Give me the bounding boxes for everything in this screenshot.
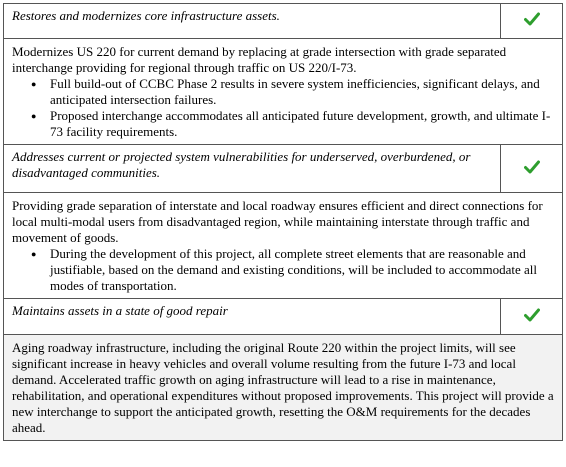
bullet-list (12, 76, 554, 140)
criterion-check-cell (501, 299, 563, 335)
bullet-item: ● Full build-out of CCBC Phase 2 results in severe system inefficiencies, significant delays, and anticipated intersection failures. (50, 76, 554, 108)
description-cell (4, 39, 563, 145)
description-text: Providing grade separation of interstate and local roadway ensures efficient and direct connections for local multi-modal users from disadvantaged region, while maintaining interstate through traffic and movement of goods. (12, 198, 543, 245)
bullet-item: ● During the development of this project, all complete street elements that are reasonable and justifiable, based on the demand and existing conditions, will be included to accommodate all modes of transportation. (50, 246, 554, 294)
criteria-table (3, 3, 563, 441)
check-icon (524, 12, 540, 26)
description-cell (4, 335, 563, 441)
bullet-item: ● Proposed interchange accommodates all anticipated future development, growth, and ultimate I-73 facility requirements. (50, 108, 554, 140)
criterion-row (4, 299, 563, 335)
description-cell (4, 193, 563, 299)
description-text: Aging roadway infrastructure, including the original Route 220 within the project limits, will see significant increase in heavy vehicles and overall volume resulting from the future I-73 and local demand. Accelerated traffic growth on aging infrastructure will lead to a rise in maintenance, rehabilitation, and operational expenditures without proposed improvements. This project will provide a new interchange to support the anticipated growth, resetting the O&M requirements for the decades ahead. (12, 340, 554, 435)
description-row (4, 193, 563, 299)
criterion-check-cell (501, 4, 563, 39)
bullet-list (12, 246, 554, 294)
criterion-text: Addresses current or projected system vulnerabilities for underserved, overburdened, or disadvantaged communities. (4, 145, 501, 193)
criterion-text: Maintains assets in a state of good repair (4, 299, 501, 335)
check-icon (524, 160, 540, 174)
description-row (4, 335, 563, 441)
criterion-row (4, 4, 563, 39)
criterion-row (4, 145, 563, 193)
description-row (4, 39, 563, 145)
description-text: Modernizes US 220 for current demand by replacing at grade intersection with grade separated interchange providing for regional through traffic on US 220/I-73. (12, 44, 507, 75)
check-icon (524, 308, 540, 322)
criterion-check-cell (501, 145, 563, 193)
criterion-text: Restores and modernizes core infrastructure assets. (4, 4, 501, 39)
